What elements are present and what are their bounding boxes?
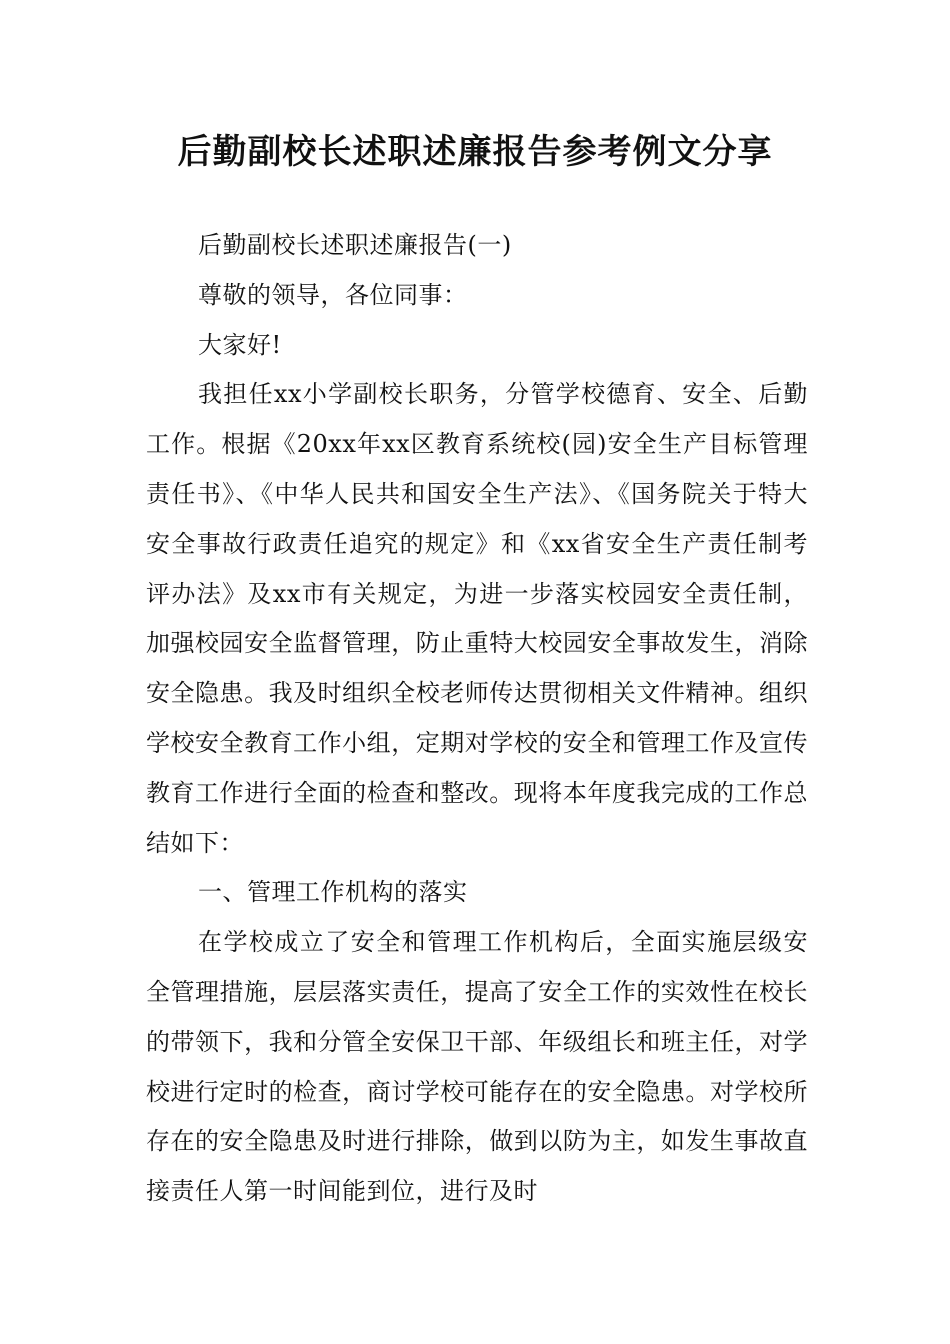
document-body — [146, 221, 808, 1217]
document-title: 后勤副校长述职述廉报告参考例文分享 — [177, 132, 773, 172]
body-paragraph: 在学校成立了安全和管理工作机构后，全面实施层级安全管理措施，层层落实责任，提高了安全工作的实效性在校长的带领下，我和分管全安保卫干部、年级组长和班主任，对学校进行定时的检查，商讨学校可能存在的安全隐患。对学校所存在的安全隐患及时进行排除，做到以防为主，如发生事故直接责任人第一时间能到位，进行及时 — [146, 928, 808, 1206]
subsection-heading: 一、管理工作机构的落实 — [198, 878, 468, 907]
greeting: 大家好! — [198, 330, 282, 359]
salutation: 尊敬的领导，各位同事： — [198, 280, 468, 309]
section-heading: 后勤副校长述职述廉报告(一) — [198, 231, 512, 259]
body-paragraph: 我担任xx小学副校长职务，分管学校德育、安全、后勤工作。根据《20xx年xx区教育系统校(园)安全生产目标管理责任书》、《中华人民共和国安全生产法》、《国务院关于特大安全事故行政责任追究的规定》和《xx省安全生产责任制考评办法》及xx市有关规定，为进一步落实校园安全责任制，加强校园安全监督管理，防止重特大校园安全事故发生，消除安全隐患。我及时组织全校老师传达贯彻相关文件精神。组织学校安全教育工作小组，定期对学校的安全和管理工作及宣传教育工作进行全面的检查和整改。现将本年度我完成的工作总结如下： — [146, 380, 808, 857]
